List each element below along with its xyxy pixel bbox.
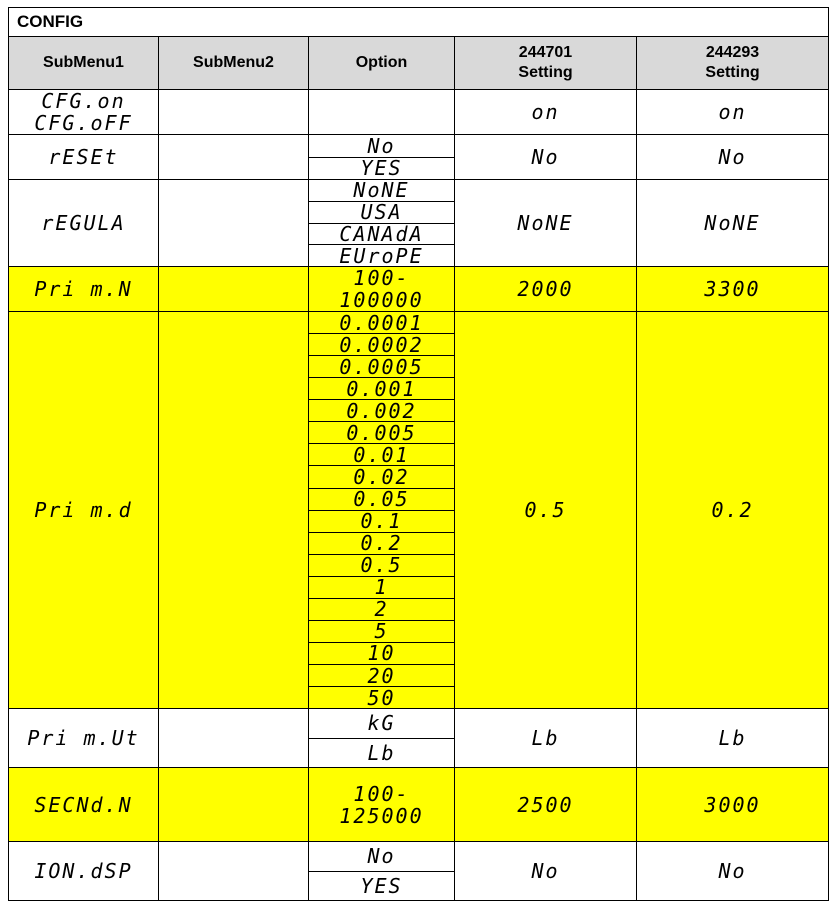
option-item: 0.0001 — [339, 310, 424, 335]
submenu1-cell: Pri m.N — [9, 267, 159, 312]
option-item: No — [367, 133, 396, 158]
submenu2-cell — [159, 842, 309, 901]
option-cell — [309, 312, 455, 709]
option-line: 100- — [353, 781, 410, 806]
header-244293-line2: Setting — [705, 64, 760, 81]
option-cell — [309, 842, 455, 901]
setting-244293: Lb — [637, 709, 829, 768]
table-row — [9, 135, 829, 180]
submenu2-cell — [159, 768, 309, 842]
submenu1-cell: Pri m.Ut — [9, 709, 159, 768]
option-line: 125000 — [339, 803, 424, 828]
setting-244701: NoNE — [455, 180, 637, 267]
setting-244701: No — [455, 135, 637, 180]
option-item: 20 — [309, 664, 454, 686]
option-item: 0.05 — [309, 488, 454, 510]
option-cell — [309, 768, 455, 842]
table-row — [9, 312, 829, 709]
option-item: 5 — [309, 620, 454, 642]
submenu1-cell — [9, 90, 159, 135]
setting-244701: Lb — [455, 709, 637, 768]
option-item: 10 — [309, 642, 454, 664]
setting-244293: 0.2 — [637, 312, 829, 709]
setting-244293: on — [637, 90, 829, 135]
submenu1-line: CFG.oFF — [34, 111, 133, 135]
submenu1-cell: SECNd.N — [9, 768, 159, 842]
header-option: Option — [309, 37, 455, 90]
option-item: 0.01 — [309, 443, 454, 465]
option-item: 0.0005 — [309, 355, 454, 377]
submenu1-cell: ION.dSP — [9, 842, 159, 901]
header-submenu1: SubMenu1 — [9, 37, 159, 90]
header-244701-line2: Setting — [518, 64, 573, 81]
option-item: NoNE — [353, 178, 410, 203]
option-item: 2 — [309, 598, 454, 620]
option-item: 0.001 — [309, 377, 454, 399]
config-table — [8, 7, 829, 901]
table-row — [9, 842, 829, 901]
option-item: 0.1 — [309, 510, 454, 532]
option-item: 1 — [309, 576, 454, 598]
setting-244701: 2000 — [455, 267, 637, 312]
table-title: CONFIG — [9, 8, 829, 37]
submenu1-cell: Pri m.d — [9, 312, 159, 709]
option-cell — [309, 90, 455, 135]
option-item: No — [367, 844, 396, 869]
table-row — [9, 180, 829, 267]
option-item: 0.2 — [309, 532, 454, 554]
option-item: YES — [309, 157, 454, 180]
option-cell — [309, 709, 455, 768]
option-item: 0.002 — [309, 399, 454, 421]
setting-244701: on — [455, 90, 637, 135]
option-item: 0.0002 — [309, 333, 454, 355]
option-item: 0.005 — [309, 421, 454, 443]
submenu2-cell — [159, 267, 309, 312]
setting-244293: No — [637, 842, 829, 901]
setting-244293: 3300 — [637, 267, 829, 312]
setting-244701: No — [455, 842, 637, 901]
option-cell — [309, 180, 455, 267]
submenu1-line: CFG.on — [41, 89, 126, 113]
setting-244701: 0.5 — [455, 312, 637, 709]
header-row — [9, 37, 829, 90]
option-item: CANAdA — [309, 223, 454, 245]
option-item: kG — [367, 711, 396, 736]
submenu2-cell — [159, 90, 309, 135]
option-item: YES — [309, 871, 454, 901]
setting-244293: NoNE — [637, 180, 829, 267]
option-cell — [309, 135, 455, 180]
option-item: USA — [309, 201, 454, 223]
table-row — [9, 768, 829, 842]
option-item: Lb — [309, 738, 454, 768]
submenu1-cell: rEGULA — [9, 180, 159, 267]
table-row — [9, 267, 829, 312]
option-item: 0.02 — [309, 465, 454, 487]
option-cell — [309, 267, 455, 312]
option-item: EUroPE — [309, 244, 454, 266]
option-line: 100000 — [339, 288, 424, 312]
header-244701-setting — [455, 37, 637, 90]
option-item: 0.5 — [309, 554, 454, 576]
option-line: 100- — [353, 266, 410, 290]
submenu2-cell — [159, 135, 309, 180]
header-244701-line1: 244701 — [518, 44, 573, 61]
header-244293-line1: 244293 — [705, 44, 760, 61]
table-row — [9, 90, 829, 135]
setting-244293: No — [637, 135, 829, 180]
setting-244701: 2500 — [455, 768, 637, 842]
header-244293-setting — [637, 37, 829, 90]
submenu2-cell — [159, 709, 309, 768]
submenu2-cell — [159, 312, 309, 709]
table-row — [9, 709, 829, 768]
submenu1-cell: rESEt — [9, 135, 159, 180]
option-item: 50 — [309, 686, 454, 708]
header-submenu2: SubMenu2 — [159, 37, 309, 90]
submenu2-cell — [159, 180, 309, 267]
setting-244293: 3000 — [637, 768, 829, 842]
